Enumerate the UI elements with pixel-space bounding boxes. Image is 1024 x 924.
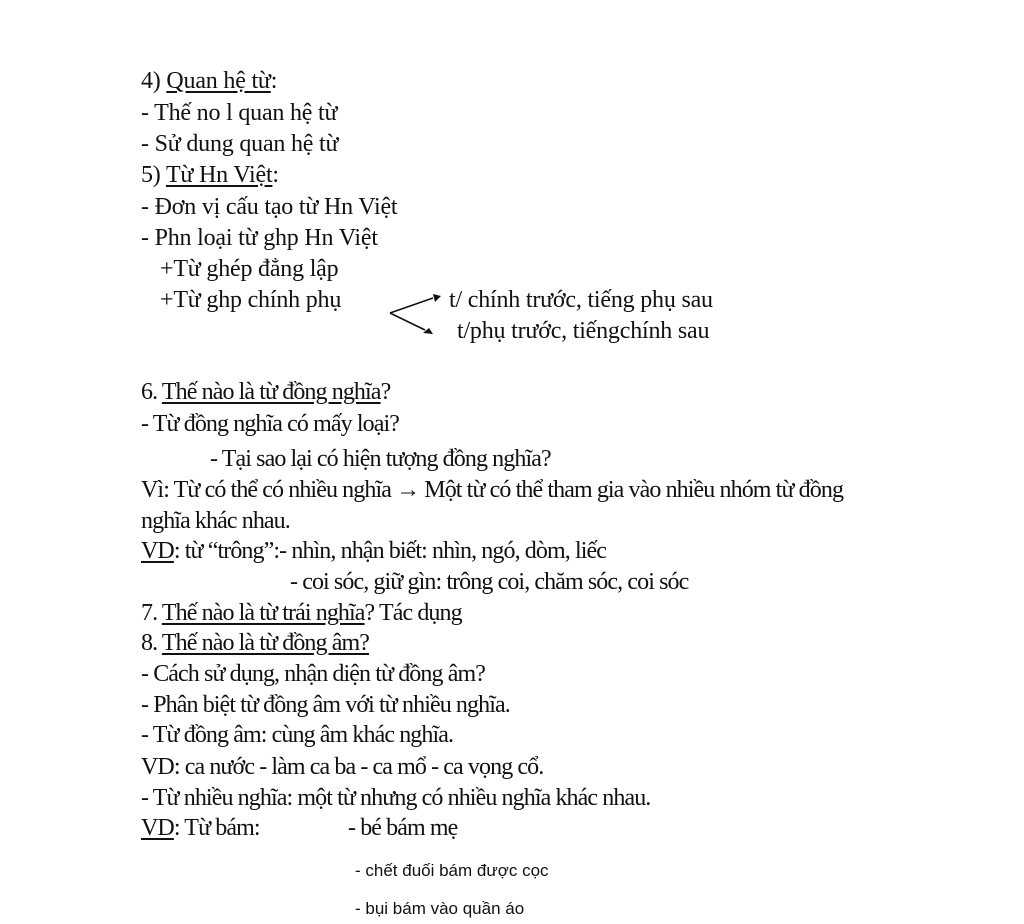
section-6-heading [141, 377, 390, 407]
section-4-number: 4) [141, 68, 167, 94]
section-5-branch-1: t/ chính trước, tiếng phụ sau [449, 287, 713, 313]
section-8-line-2: - Phân biệt từ đồng âm với từ nhiều nghĩa. [141, 692, 510, 718]
section-6-vd-label: VD [141, 538, 174, 564]
section-4-heading [141, 66, 277, 96]
section-5-sub-1: +Từ ghép đẳng lập [160, 256, 339, 282]
section-5-heading [141, 160, 279, 190]
section-8-vd-label: VD [141, 815, 174, 841]
section-8-line-3: - Từ đồng âm: cùng âm khác nghĩa. [141, 722, 454, 748]
section-5-title: Từ Hn Việt [165, 162, 273, 188]
section-7-heading [141, 598, 462, 628]
section-7-rest: ? Tác dụng [364, 600, 462, 626]
section-8-line-1: - Cách sử dụng, nhận diện từ đồng âm? [141, 661, 485, 687]
section-8-example-3: - bụi bám vào quần áo [355, 899, 525, 918]
section-7-title: Thế nào là từ trái nghĩa [161, 600, 365, 626]
section-6-example-2: - coi sóc, giữ gìn: trông coi, chăm sóc, coi sóc [290, 569, 689, 595]
section-5-branch-2: t/phụ trước, tiếngchính sau [457, 318, 710, 344]
section-6-line-2: - Tại sao lại có hiện tượng đồng nghĩa? [210, 446, 551, 472]
section-8-line-4: VD: ca nước - làm ca ba - ca mổ - ca vọng cổ. [141, 754, 544, 780]
section-5-colon: : [272, 162, 279, 188]
section-8-example-1: - bé bám mẹ [348, 815, 458, 841]
section-6-line-1: - Từ đồng nghĩa có mấy loại? [141, 411, 399, 437]
section-8-heading [141, 628, 369, 658]
section-8-line-5: - Từ nhiều nghĩa: một từ nhưng có nhiều nghĩa khác nhau. [141, 785, 651, 811]
branch-arrows-icon [385, 285, 445, 335]
section-5-number: 5) [141, 162, 166, 188]
section-8-vd-text: : Từ bám: [173, 815, 260, 841]
section-6-number: 6. [141, 379, 162, 405]
section-6-line-4: nghĩa khác nhau. [141, 508, 290, 534]
section-8-example-2: - chết đuối bám được cọc [355, 861, 549, 880]
section-6-example [141, 536, 606, 566]
section-6-line-3: Vì: Từ có thể có nhiều nghĩa → Một từ có thể tham gia vào nhiều nhóm từ đồng [141, 477, 844, 503]
section-6-vd-text: : từ “trông”:- nhìn, nhận biết: nhìn, ngó, dòm, liếc [173, 538, 606, 564]
section-7-number: 7. [141, 600, 162, 626]
section-4-item-2: - Sử dung quan hệ từ [141, 131, 339, 157]
section-5-item-2: - Phn loại từ ghp Hn Việt [141, 225, 378, 251]
section-8-number: 8. [141, 630, 162, 656]
section-5-sub-2: +Từ ghp chính phụ [160, 287, 342, 313]
section-5-item-1: - Đơn vị cấu tạo từ Hn Việt [141, 194, 398, 220]
section-4-title: Quan hệ từ [166, 68, 271, 94]
section-6-title: Thế nào là từ đồng nghĩa [161, 379, 381, 405]
section-4-colon: : [270, 68, 278, 94]
section-8-example [141, 813, 260, 843]
section-4-item-1: - Thế no l quan hệ từ [141, 100, 338, 126]
section-6-question-mark: ? [380, 379, 391, 405]
section-8-title: Thế nào là từ đồng âm? [161, 630, 370, 656]
